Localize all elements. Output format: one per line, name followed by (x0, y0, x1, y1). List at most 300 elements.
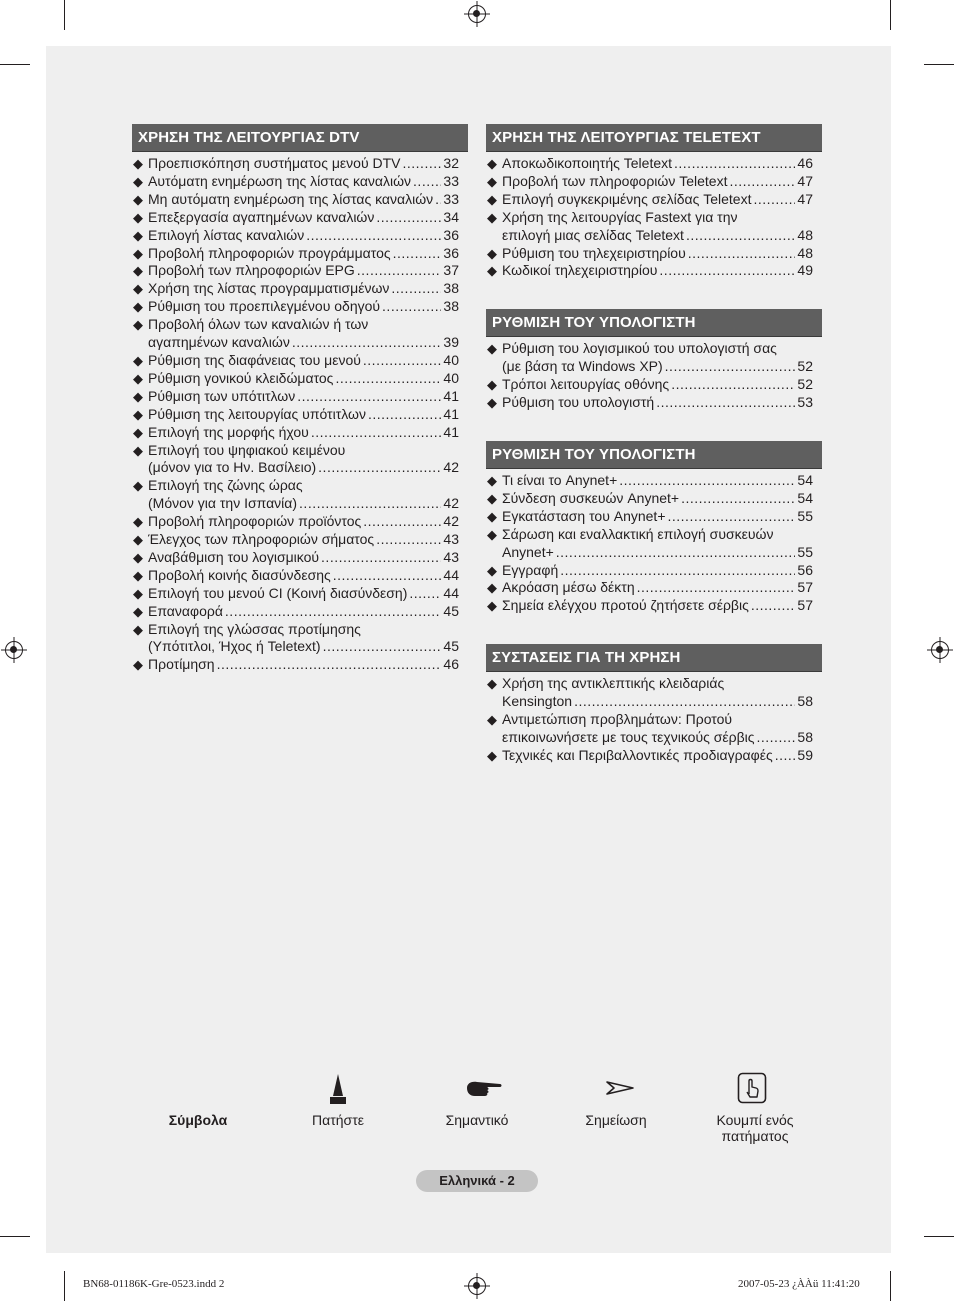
toc-entry-text: (με βάση τα Windows XP) (502, 358, 663, 375)
toc-entry-text: Ρύθμιση των υπότιτλων (148, 387, 296, 404)
toc-page-number: 46 (797, 155, 813, 171)
toc-entry-text: Αποκωδικοποιητής Teletext (502, 155, 673, 171)
section-spacer (486, 412, 822, 441)
toc-page-number: 42 (443, 513, 459, 530)
toc-entry (132, 442, 468, 478)
one-touch-label (700, 1112, 810, 1144)
toc-entry (486, 376, 822, 394)
dot-leader (637, 579, 796, 597)
toc-page-number: 36 (443, 226, 459, 243)
toc-entry-text: Anynet+ (502, 543, 554, 560)
diamond-bullet-icon: ◆ (133, 352, 143, 368)
toc-entry-text: Σάρωση και εναλλακτική επιλογή συσκευών (502, 525, 774, 542)
diamond-bullet-icon: ◆ (487, 173, 497, 189)
toc-page-number: 57 (797, 597, 813, 614)
toc-entry-line (148, 352, 459, 370)
toc-entry-line (502, 747, 813, 765)
toc-entry (486, 394, 822, 412)
toc-entry-text: Σημεία ελέγχου προτού ζητήσετε σέρβις (502, 597, 749, 614)
toc-entry (486, 245, 822, 263)
toc-entry-text: Kensington (502, 693, 573, 710)
toc-entry (132, 370, 468, 388)
toc-page-number: 52 (797, 376, 813, 393)
toc-page-number: 45 (443, 602, 459, 619)
toc-entry-text: Τρόποι λειτουργίας οθόνης (502, 376, 670, 393)
toc-page-number: 42 (443, 459, 459, 476)
toc-entry-text: Ρύθμιση γονικού κλειδώματος (148, 369, 334, 386)
dot-leader (321, 549, 441, 567)
toc-entry-line (148, 585, 459, 603)
diamond-bullet-icon: ◆ (133, 585, 143, 601)
dot-leader (292, 334, 442, 352)
toc-entry-text: Έλεγχος των πληροφοριών σήματος (148, 531, 375, 548)
toc-entry-text: (μόνον για το Ην. Βασίλειο) (148, 459, 317, 476)
toc-entry-text: Τι είναι το Anynet+ (502, 471, 618, 488)
one-touch-label-line2: πατήματος (721, 1128, 789, 1144)
toc-page-number: 58 (797, 728, 813, 745)
toc-page-number: 40 (443, 369, 459, 386)
file-slug: BN68-01186K-Gre-0523.indd 2 (83, 1278, 225, 1290)
dot-leader (688, 245, 796, 263)
toc-entry-line (148, 495, 459, 513)
toc-entry-text: Επιλογή της γλώσσας προτίμησης (148, 620, 361, 637)
dot-leader (376, 209, 441, 227)
toc-page-number: 34 (443, 208, 459, 225)
toc-entry-text: Επιλογή λίστας καναλιών (148, 226, 305, 243)
toc-entry (486, 711, 822, 747)
diamond-bullet-icon: ◆ (133, 388, 143, 404)
toc-page-number: 42 (443, 495, 459, 512)
toc-page-number: 56 (797, 561, 813, 578)
toc-entry-line (148, 442, 459, 460)
diamond-bullet-icon: ◆ (133, 299, 143, 315)
press-label: Πατήστε (312, 1112, 364, 1128)
toc-page-number: 55 (797, 543, 813, 560)
toc-entry (132, 567, 468, 585)
section-header: ΡΥΘΜΙΣΗ ΤΟΥ ΥΠΟΛΟΓΙΣΤΗ (486, 309, 822, 337)
diamond-bullet-icon: ◆ (133, 370, 143, 386)
toc-entry (486, 472, 822, 490)
diamond-bullet-icon: ◆ (133, 478, 143, 494)
toc-entry-line (148, 513, 459, 531)
diamond-bullet-icon: ◆ (487, 472, 497, 488)
toc-entry (132, 531, 468, 549)
toc-page-number: 43 (443, 531, 459, 548)
one-touch-button-icon (737, 1072, 767, 1104)
toc-entry-line (502, 227, 813, 245)
toc-entry-text: Επιλογή του ψηφιακού κειμένου (148, 441, 346, 458)
toc-page-number: 58 (797, 693, 813, 710)
dot-leader (376, 531, 441, 549)
toc-entry-line (148, 549, 459, 567)
dot-leader (775, 747, 796, 765)
toc-entry-text: Προβολή κοινής διασύνδεσης (148, 566, 331, 583)
toc-page-number: 44 (443, 566, 459, 583)
section-header: ΡΥΘΜΙΣΗ ΤΟΥ ΥΠΟΛΟΓΙΣΤΗ (486, 441, 822, 469)
toc-entry-line (502, 490, 813, 508)
dot-leader (391, 280, 441, 298)
toc-page-number: 49 (797, 262, 813, 279)
toc-entry (486, 562, 822, 580)
toc-entry-line (502, 729, 813, 747)
dot-leader (619, 472, 795, 490)
toc-entry-line (148, 155, 459, 173)
toc-entry (132, 549, 468, 567)
toc-entry-text: Ρύθμιση του λογισμικού του υπολογιστή σας (502, 340, 777, 357)
dot-leader (674, 155, 795, 173)
one-touch-label-line1: Κουμπί ενός (716, 1112, 794, 1128)
diamond-bullet-icon: ◆ (487, 209, 497, 225)
toc-entry (486, 340, 822, 376)
toc-entry (486, 508, 822, 526)
section-header: ΧΡΗΣΗ ΤΗΣ ΛΕΙΤΟΥΡΓΙΑΣ TELETEXT (486, 124, 822, 152)
diamond-bullet-icon: ◆ (133, 245, 143, 261)
toc-page-number: 39 (443, 334, 459, 351)
toc-entry (132, 173, 468, 191)
toc-entry-text: (Υπότιτλοι, Ήχος ή Teletext) (148, 638, 321, 655)
toc-entry-text: (Μόνον για την Ισπανία) (148, 495, 298, 512)
diamond-bullet-icon: ◆ (133, 442, 143, 458)
diamond-bullet-icon: ◆ (487, 377, 497, 393)
toc-entry (132, 513, 468, 531)
toc-entry-text: Επιλογή του μενού CI (Κοινή διασύνδεση) (148, 584, 408, 601)
toc-page-number: 52 (797, 358, 813, 375)
pointing-hand-icon (465, 1079, 503, 1099)
toc-entry (486, 579, 822, 597)
toc-entry (132, 280, 468, 298)
dot-leader (333, 567, 442, 585)
toc-entry (132, 155, 468, 173)
toc-entry-line (148, 370, 459, 388)
dot-leader (435, 191, 441, 209)
diamond-bullet-icon: ◆ (487, 508, 497, 524)
toc-entry-line (502, 173, 813, 191)
dot-leader (556, 544, 796, 562)
toc-entry-text: Επαναφορά (148, 602, 223, 619)
dot-leader (681, 490, 795, 508)
toc-entry-line (502, 394, 813, 412)
diamond-bullet-icon: ◆ (487, 598, 497, 614)
registration-mark-icon (468, 1277, 486, 1295)
toc-entry-text: Ρύθμιση του προεπιλεγμένου οδηγού (148, 298, 381, 315)
toc-page-number: 33 (443, 172, 459, 189)
toc-entry-text: επικοινωνήσετε με τους τεχνικούς σέρβις (502, 728, 755, 745)
toc-page-number: 54 (797, 471, 813, 488)
toc-page-number: 33 (443, 190, 459, 207)
diamond-bullet-icon: ◆ (133, 549, 143, 565)
crop-mark (890, 1271, 891, 1301)
diamond-bullet-icon: ◆ (487, 490, 497, 506)
toc-list (486, 472, 822, 615)
toc-entry-text: Προβολή πληροφοριών προγράμματος (148, 244, 391, 261)
diamond-bullet-icon: ◆ (487, 263, 497, 279)
toc-entry (486, 597, 822, 615)
diamond-bullet-icon: ◆ (487, 245, 497, 261)
toc-entry-line (148, 656, 459, 674)
toc-entry-text: Τεχνικές και Περιβαλλοντικές προδιαγραφές (502, 746, 773, 763)
toc-entry-line (502, 262, 813, 280)
toc-entry (486, 675, 822, 711)
dot-leader (363, 513, 441, 531)
toc-page-number: 38 (443, 298, 459, 315)
toc-entry-text: Αντιμετώπιση προβλημάτων: Προτού (502, 711, 733, 728)
diamond-bullet-icon: ◆ (487, 747, 497, 763)
toc-entry-line (148, 245, 459, 263)
toc-page-number: 41 (443, 405, 459, 422)
toc-page-number: 32 (443, 155, 459, 171)
toc-entry-line (502, 562, 813, 580)
registration-mark-icon (931, 641, 949, 659)
toc-entry-line (502, 358, 813, 376)
toc-entry-line (502, 693, 813, 711)
dot-leader (751, 597, 796, 615)
toc-page-number: 43 (443, 548, 459, 565)
toc-entry-line (502, 544, 813, 562)
toc-entry (486, 155, 822, 173)
section-spacer (486, 280, 822, 309)
toc-left-column (132, 124, 468, 674)
toc-page-number: 36 (443, 244, 459, 261)
toc-entry-line (148, 173, 459, 191)
section-spacer (486, 615, 822, 644)
toc-entry-line (502, 508, 813, 526)
toc-entry (132, 298, 468, 316)
toc-entry-text: Επιλογή της ζώνης ώρας (148, 477, 303, 494)
diamond-bullet-icon: ◆ (487, 395, 497, 411)
diamond-bullet-icon: ◆ (133, 209, 143, 225)
toc-list (486, 340, 822, 412)
dot-leader (656, 394, 795, 412)
toc-entry-line (148, 388, 459, 406)
important-label: Σημαντικό (445, 1112, 509, 1128)
toc-entry-line (148, 459, 459, 477)
toc-page-number: 57 (797, 579, 813, 596)
toc-page-number: 38 (443, 280, 459, 297)
toc-list (132, 155, 468, 674)
crop-mark (924, 1236, 954, 1237)
dot-leader (306, 227, 441, 245)
toc-entry-text: Προβολή πληροφοριών προϊόντος (148, 513, 362, 530)
toc-entry (486, 490, 822, 508)
toc-page-number: 53 (797, 394, 813, 411)
dot-leader (382, 298, 441, 316)
toc-entry-line (148, 316, 459, 334)
toc-entry-text: Επεξεργασία αγαπημένων καναλιών (148, 208, 375, 225)
toc-page-number: 40 (443, 351, 459, 368)
toc-entry-line (148, 621, 459, 639)
toc-page-number: 59 (797, 746, 813, 763)
toc-page-number: 47 (797, 172, 813, 189)
diamond-bullet-icon: ◆ (487, 580, 497, 596)
toc-entry-line (502, 711, 813, 729)
press-icon (328, 1072, 348, 1106)
dot-leader (560, 562, 795, 580)
toc-entry-text: επιλογή μιας σελίδας Teletext (502, 226, 684, 243)
toc-entry-line (148, 603, 459, 621)
toc-entry-line (148, 280, 459, 298)
diamond-bullet-icon: ◆ (133, 424, 143, 440)
toc-entry-line (502, 597, 813, 615)
toc-entry (132, 656, 468, 674)
toc-entry-text: Προβολή των πληροφοριών EPG (148, 262, 355, 279)
dot-leader (665, 358, 796, 376)
toc-entry-text: Μη αυτόματη ενημέρωση της λίστας καναλιών (148, 190, 434, 207)
toc-entry-text: Προτίμηση (148, 656, 215, 673)
toc-page-number: 37 (443, 262, 459, 279)
diamond-bullet-icon: ◆ (133, 657, 143, 673)
toc-entry-line (148, 638, 459, 656)
note-arrow-icon (605, 1080, 635, 1096)
toc-entry-line (502, 376, 813, 394)
toc-entry (486, 173, 822, 191)
toc-entry-text: Αυτόματη ενημέρωση της λίστας καναλιών (148, 172, 412, 189)
toc-entry-line (502, 155, 813, 173)
toc-page-number: 46 (443, 656, 459, 673)
diamond-bullet-icon: ◆ (133, 173, 143, 189)
toc-entry-line (502, 245, 813, 263)
toc-entry-text: Κωδικοί τηλεχειριστηρίου (502, 262, 658, 279)
date-slug: 2007-05-23 ¿ÀÀü 11:41:20 (738, 1278, 860, 1290)
toc-entry-text: Ακρόαση μέσω δέκτη (502, 579, 635, 596)
dot-leader (368, 406, 441, 424)
toc-entry (132, 262, 468, 280)
toc-entry-line (148, 567, 459, 585)
diamond-bullet-icon: ◆ (487, 191, 497, 207)
toc-entry-text: Εγγραφή (502, 561, 559, 578)
toc-entry (486, 191, 822, 209)
toc-entry-line (148, 298, 459, 316)
registration-mark-icon (468, 5, 486, 23)
toc-page-number: 47 (797, 190, 813, 207)
diamond-bullet-icon: ◆ (133, 317, 143, 333)
dot-leader (668, 508, 796, 526)
toc-entry-text: Ρύθμιση του τηλεχειριστηρίου (502, 244, 686, 261)
toc-entry-line (502, 340, 813, 358)
toc-entry-line (148, 262, 459, 280)
crop-mark (64, 0, 65, 30)
toc-entry-text: Προβολή όλων των καναλιών ή των (148, 316, 369, 333)
toc-entry-line (502, 579, 813, 597)
toc-entry-text: αγαπημένων καναλιών (148, 334, 290, 351)
diamond-bullet-icon: ◆ (133, 263, 143, 279)
dot-leader (413, 173, 441, 191)
toc-entry-text: Χρήση της λειτουργίας Fastext για την (502, 208, 738, 225)
note-label: Σημείωση (585, 1112, 647, 1128)
diamond-bullet-icon: ◆ (133, 406, 143, 422)
diamond-bullet-icon: ◆ (487, 712, 497, 728)
dot-leader (671, 376, 795, 394)
diamond-bullet-icon: ◆ (487, 676, 497, 692)
toc-entry (132, 585, 468, 603)
diamond-bullet-icon: ◆ (133, 532, 143, 548)
dot-leader (757, 729, 796, 747)
toc-page-number: 44 (443, 584, 459, 601)
diamond-bullet-icon: ◆ (487, 341, 497, 357)
toc-entry-line (148, 209, 459, 227)
toc-entry-line (148, 406, 459, 424)
toc-entry (132, 227, 468, 245)
toc-list (486, 675, 822, 765)
toc-entry (486, 526, 822, 562)
toc-entry (486, 262, 822, 280)
toc-entry (132, 477, 468, 513)
page-number-label: Ελληνικά - 2 (416, 1170, 538, 1192)
crop-mark (924, 64, 954, 65)
dot-leader (403, 155, 442, 173)
toc-entry-line (148, 477, 459, 495)
toc-entry (132, 316, 468, 352)
dot-leader (574, 693, 795, 711)
toc-entry (132, 209, 468, 227)
diamond-bullet-icon: ◆ (133, 227, 143, 243)
dot-leader (217, 656, 442, 674)
toc-entry-line (502, 191, 813, 209)
dot-leader (393, 245, 442, 263)
toc-entry-line (148, 191, 459, 209)
toc-entry-text: Αναβάθμιση του λογισμικού (148, 548, 320, 565)
toc-page-number: 54 (797, 489, 813, 506)
toc-entry-line (502, 472, 813, 490)
toc-list (486, 155, 822, 280)
toc-page-number: 45 (443, 638, 459, 655)
diamond-bullet-icon: ◆ (133, 281, 143, 297)
toc-entry-text: Εγκατάσταση του Anynet+ (502, 507, 666, 524)
toc-page-number: 55 (797, 507, 813, 524)
toc-entry-text: Προεπισκόπηση συστήματος μενού DTV (148, 155, 401, 171)
toc-entry-text: Χρήση της λίστας προγραμματισμένων (148, 280, 390, 297)
toc-page-number: 41 (443, 423, 459, 440)
diamond-bullet-icon: ◆ (487, 562, 497, 578)
toc-entry (486, 747, 822, 765)
toc-entry (132, 191, 468, 209)
registration-mark-icon (5, 641, 23, 659)
dot-leader (409, 585, 441, 603)
toc-entry-text: Σύνδεση συσκευών Anynet+ (502, 489, 680, 506)
dot-leader (357, 262, 442, 280)
toc-entry-text: Ρύθμιση της διαφάνειας του μενού (148, 351, 361, 368)
toc-entry-line (148, 227, 459, 245)
dot-leader (729, 173, 795, 191)
dot-leader (686, 227, 795, 245)
toc-entry-text: Ρύθμιση του υπολογιστή (502, 394, 655, 411)
toc-entry-text: Ρύθμιση της λειτουργίας υπότιτλων (148, 405, 366, 422)
toc-page-number: 48 (797, 226, 813, 243)
diamond-bullet-icon: ◆ (133, 567, 143, 583)
toc-entry-line (502, 675, 813, 693)
diamond-bullet-icon: ◆ (133, 514, 143, 530)
section-header: ΧΡΗΣΗ ΤΗΣ ΛΕΙΤΟΥΡΓΙΑΣ DTV (132, 124, 468, 152)
diamond-bullet-icon: ◆ (487, 526, 497, 542)
diamond-bullet-icon: ◆ (133, 603, 143, 619)
toc-entry-text: Επιλογή συγκεκριμένης σελίδας Teletext (502, 190, 752, 207)
dot-leader (363, 352, 442, 370)
diamond-bullet-icon: ◆ (133, 621, 143, 637)
toc-entry-text: Επιλογή της μορφής ήχου (148, 423, 309, 440)
toc-entry-text: Προβολή των πληροφοριών Teletext (502, 172, 728, 189)
section-header: ΣΥΣΤΑΣΕΙΣ ΓΙΑ ΤΗ ΧΡΗΣΗ (486, 644, 822, 672)
toc-page-number: 41 (443, 387, 459, 404)
diamond-bullet-icon: ◆ (133, 191, 143, 207)
crop-mark (890, 0, 891, 30)
toc-entry-line (502, 526, 813, 544)
dot-leader (299, 495, 441, 513)
toc-right-column (486, 124, 822, 765)
crop-mark (0, 1236, 30, 1237)
toc-entry (132, 352, 468, 370)
symbols-title: Σύμβολα (168, 1112, 228, 1128)
dot-leader (225, 603, 442, 621)
diamond-bullet-icon: ◆ (487, 156, 497, 171)
